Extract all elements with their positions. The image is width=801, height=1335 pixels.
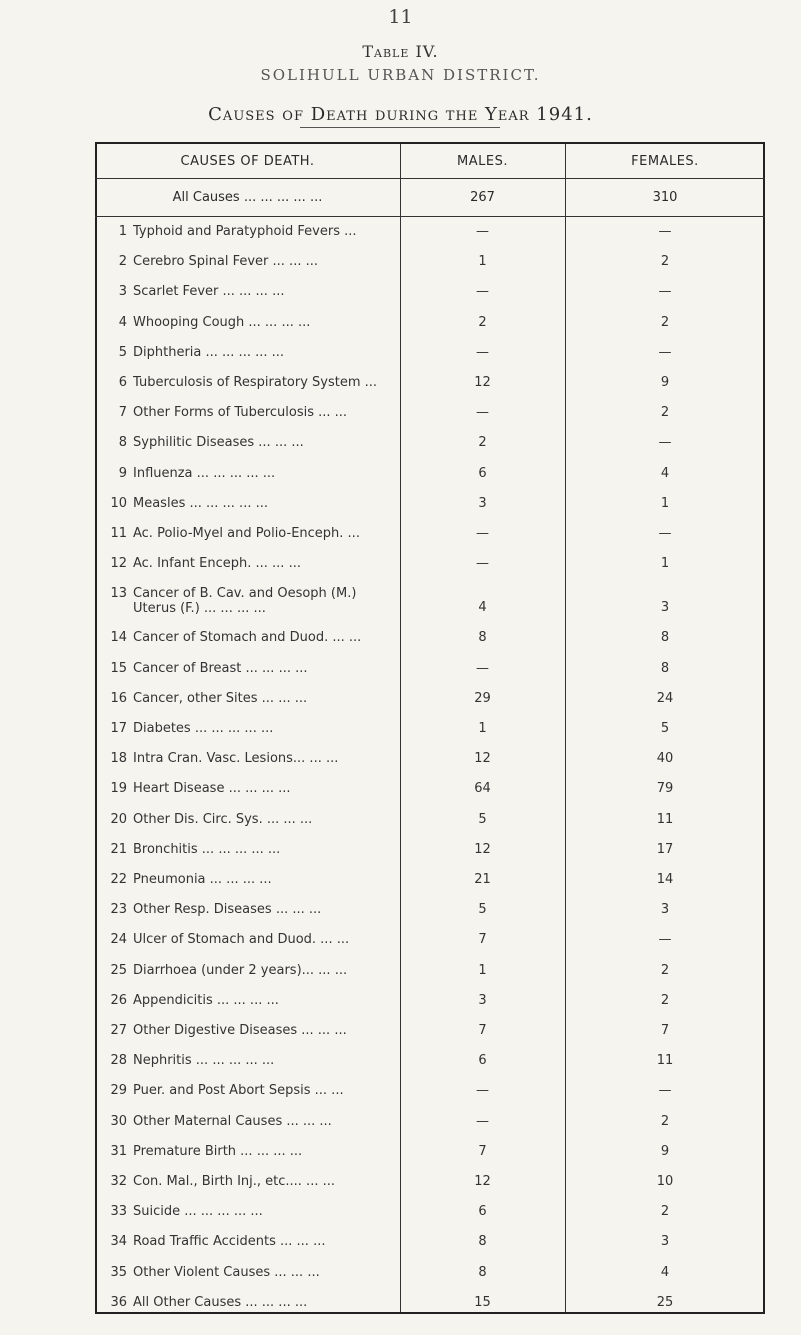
table-row bbox=[95, 458, 765, 488]
row-number: 11 bbox=[110, 526, 127, 541]
row-number: 35 bbox=[110, 1264, 127, 1280]
row-number: 34 bbox=[110, 1234, 127, 1250]
row-number: 5 bbox=[118, 344, 127, 360]
row-cause: Ac. Infant Enceph. ... ... ... bbox=[133, 556, 301, 572]
table-row bbox=[95, 367, 765, 397]
row-number: 31 bbox=[110, 1143, 127, 1159]
row-males: — bbox=[476, 405, 489, 421]
row-males: — bbox=[476, 344, 489, 360]
row-number: 21 bbox=[110, 841, 127, 857]
table-row bbox=[95, 773, 765, 803]
row-cause: Other Dis. Circ. Sys. ... ... ... bbox=[133, 811, 313, 827]
table-row bbox=[95, 548, 765, 578]
row-males: — bbox=[476, 556, 489, 572]
row-number: 14 bbox=[110, 630, 127, 646]
row-males: 1 bbox=[478, 721, 487, 736]
row-number: 4 bbox=[118, 314, 127, 330]
row-cause: Suicide ... ... ... ... ... bbox=[133, 1204, 263, 1220]
row-number: 10 bbox=[110, 495, 127, 511]
table-row bbox=[95, 1106, 765, 1136]
row-cause: Other Resp. Diseases ... ... ... bbox=[133, 902, 322, 918]
row-number: 28 bbox=[110, 1053, 127, 1069]
row-females: 9 bbox=[660, 375, 670, 390]
row-females: 2 bbox=[660, 314, 670, 330]
row-females: 2 bbox=[660, 1204, 670, 1220]
row-number: 12 bbox=[110, 556, 127, 572]
table-row bbox=[95, 1136, 765, 1166]
row-males: 64 bbox=[474, 781, 491, 797]
row-cause: Other Forms of Tuberculosis ... ... bbox=[133, 405, 348, 421]
row-males: 29 bbox=[474, 690, 491, 706]
table-row bbox=[95, 518, 765, 548]
row-males: 21 bbox=[474, 872, 491, 887]
row-females: 9 bbox=[660, 1143, 670, 1159]
row-males: 1 bbox=[478, 254, 487, 270]
row-males: 12 bbox=[474, 375, 491, 390]
row-number: 16 bbox=[110, 690, 127, 706]
row-number: 22 bbox=[110, 872, 127, 887]
page-number: 11 bbox=[388, 6, 413, 28]
table-row bbox=[95, 834, 765, 864]
row-number: 27 bbox=[110, 1023, 127, 1038]
row-females: 8 bbox=[660, 630, 670, 646]
table-row bbox=[95, 985, 765, 1015]
all-causes-males: 267 bbox=[470, 190, 495, 205]
row-cause: Whooping Cough ... ... ... ... bbox=[133, 314, 311, 330]
row-cause: Appendicitis ... ... ... ... bbox=[133, 992, 279, 1008]
table-row bbox=[95, 337, 765, 367]
row-cause: All Other Causes ... ... ... ... bbox=[133, 1294, 308, 1310]
row-females: 1 bbox=[660, 495, 670, 511]
row-males: — bbox=[476, 284, 489, 300]
row-females: 25 bbox=[656, 1294, 674, 1310]
table-row bbox=[95, 864, 765, 894]
row-cause: Other Violent Causes ... ... ... bbox=[133, 1264, 320, 1280]
row-males: 2 bbox=[478, 435, 487, 451]
table-row bbox=[95, 622, 765, 652]
row-males: — bbox=[476, 1113, 489, 1129]
row-females: 14 bbox=[656, 872, 674, 887]
table-header bbox=[95, 144, 765, 179]
row-females: — bbox=[658, 435, 672, 451]
row-cause: Scarlet Fever ... ... ... ... bbox=[133, 284, 285, 300]
table-row bbox=[95, 1287, 765, 1317]
table-row bbox=[95, 578, 765, 620]
row-cause: Influenza ... ... ... ... ... bbox=[133, 465, 276, 481]
row-males: 7 bbox=[478, 932, 487, 948]
row-number: 23 bbox=[110, 902, 127, 918]
row-males: 7 bbox=[478, 1023, 487, 1038]
row-males: 5 bbox=[478, 811, 487, 827]
row-males: 7 bbox=[478, 1143, 487, 1159]
table-row bbox=[95, 804, 765, 834]
table-row bbox=[95, 307, 765, 337]
row-females: 1 bbox=[660, 556, 670, 572]
row-males: 8 bbox=[478, 1264, 487, 1280]
row-number: 3 bbox=[118, 284, 127, 300]
table-row bbox=[95, 894, 765, 924]
row-number: 26 bbox=[110, 992, 127, 1008]
row-number: 20 bbox=[110, 811, 127, 827]
row-cause: Cerebro Spinal Fever ... ... ... bbox=[133, 254, 318, 270]
row-females: — bbox=[658, 932, 672, 948]
row-females: 79 bbox=[656, 781, 674, 797]
row-females: 11 bbox=[656, 1053, 674, 1069]
row-females: 10 bbox=[656, 1174, 674, 1189]
row-females: 2 bbox=[660, 1113, 670, 1129]
row-cause: Intra Cran. Vasc. Lesions... ... ... bbox=[133, 751, 339, 767]
row-number: 18 bbox=[110, 751, 127, 767]
row-females: 2 bbox=[660, 962, 670, 978]
row-cause: Nephritis ... ... ... ... ... bbox=[133, 1053, 275, 1069]
table-row bbox=[95, 397, 765, 427]
header-males: MALES. bbox=[457, 154, 508, 169]
row-cause: Cancer of Breast ... ... ... ... bbox=[133, 660, 308, 676]
causes-of-death-table bbox=[95, 142, 765, 1314]
row-cause: Diphtheria ... ... ... ... ... bbox=[133, 344, 285, 360]
row-number: 6 bbox=[118, 375, 127, 390]
row-males: 8 bbox=[478, 630, 487, 646]
row-females: — bbox=[658, 344, 672, 360]
row-females: 7 bbox=[660, 1023, 670, 1038]
table-row bbox=[95, 246, 765, 276]
row-number: 25 bbox=[110, 962, 127, 978]
row-cause: Pneumonia ... ... ... ... bbox=[133, 872, 272, 887]
row-cause: Bronchitis ... ... ... ... ... bbox=[133, 841, 281, 857]
row-females: 5 bbox=[660, 721, 670, 736]
table-row bbox=[95, 955, 765, 985]
row-males: 12 bbox=[474, 751, 491, 767]
row-number: 7 bbox=[118, 405, 127, 421]
row-females: 11 bbox=[656, 811, 674, 827]
row-females: — bbox=[658, 526, 672, 541]
row-number: 29 bbox=[110, 1083, 127, 1099]
row-females: 4 bbox=[660, 465, 670, 481]
row-males: 2 bbox=[478, 314, 487, 330]
table-row bbox=[95, 216, 765, 246]
row-cause: Ulcer of Stomach and Duod. ... ... bbox=[133, 932, 350, 948]
row-number: 13 bbox=[110, 586, 127, 602]
district-name: SOLIHULL URBAN DISTRICT. bbox=[260, 66, 541, 84]
table-row bbox=[95, 1075, 765, 1105]
table-row bbox=[95, 1015, 765, 1045]
row-number: 1 bbox=[118, 224, 127, 239]
row-males: 6 bbox=[478, 1204, 487, 1220]
row-females: — bbox=[658, 284, 672, 300]
table-subtitle: Causes of Death during the Year 1941. bbox=[208, 104, 593, 125]
row-males: 12 bbox=[474, 1174, 491, 1189]
row-females: — bbox=[658, 1083, 672, 1099]
table-row bbox=[95, 1257, 765, 1287]
row-males: 6 bbox=[478, 465, 487, 481]
table-row bbox=[95, 1166, 765, 1196]
row-number: 17 bbox=[110, 721, 127, 736]
table-row bbox=[95, 743, 765, 773]
row-males: — bbox=[476, 224, 489, 239]
row-females: 3 bbox=[660, 600, 670, 616]
row-females: 4 bbox=[660, 1264, 670, 1280]
row-cause: Premature Birth ... ... ... ... bbox=[133, 1143, 303, 1159]
row-number: 9 bbox=[118, 465, 127, 481]
table-row bbox=[95, 653, 765, 683]
all-causes-females: 310 bbox=[652, 190, 678, 205]
row-number: 36 bbox=[110, 1294, 127, 1310]
row-number: 15 bbox=[110, 660, 127, 676]
row-cause: Cancer of B. Cav. and Oesoph (M.) Uterus (F.) ... ... ... ... bbox=[133, 586, 357, 617]
row-females: 2 bbox=[660, 992, 670, 1008]
all-causes-label: All Causes ... ... ... ... ... bbox=[172, 190, 323, 205]
row-males: — bbox=[476, 660, 489, 676]
row-cause: Diarrhoea (under 2 years)... ... ... bbox=[133, 962, 348, 978]
row-cause: Measles ... ... ... ... ... bbox=[133, 495, 268, 511]
row-males: 5 bbox=[478, 902, 487, 918]
row-females: 8 bbox=[660, 660, 670, 676]
row-cause: Tuberculosis of Respiratory System ... bbox=[133, 375, 378, 390]
header-females: FEMALES. bbox=[631, 154, 699, 169]
row-number: 33 bbox=[110, 1204, 127, 1220]
row-males: 3 bbox=[478, 992, 487, 1008]
header-cause: CAUSES OF DEATH. bbox=[180, 154, 315, 169]
all-causes-row bbox=[95, 178, 765, 217]
row-males: 6 bbox=[478, 1053, 487, 1069]
row-males: 8 bbox=[478, 1234, 487, 1250]
row-cause: Diabetes ... ... ... ... ... bbox=[133, 721, 274, 736]
row-cause: Cancer of Stomach and Duod. ... ... bbox=[133, 630, 362, 646]
row-males: 1 bbox=[478, 962, 487, 978]
row-cause: Syphilitic Diseases ... ... ... bbox=[133, 435, 304, 451]
row-cause: Cancer, other Sites ... ... ... bbox=[133, 690, 308, 706]
row-cause: Con. Mal., Birth Inj., etc.... ... ... bbox=[133, 1174, 335, 1189]
row-males: 15 bbox=[474, 1294, 491, 1310]
row-number: 2 bbox=[118, 254, 127, 270]
row-males: 4 bbox=[478, 600, 487, 616]
row-females: 2 bbox=[660, 254, 670, 270]
table-row bbox=[95, 1196, 765, 1226]
row-males: — bbox=[476, 1083, 489, 1099]
row-cause: Road Traffic Accidents ... ... ... bbox=[133, 1234, 326, 1250]
table-row bbox=[95, 924, 765, 954]
row-number: 30 bbox=[110, 1113, 127, 1129]
row-cause: Other Maternal Causes ... ... ... bbox=[133, 1113, 332, 1129]
row-number: 32 bbox=[110, 1174, 127, 1189]
subtitle-rule bbox=[300, 127, 500, 128]
row-cause: Ac. Polio-Myel and Polio-Enceph. ... bbox=[133, 526, 360, 541]
row-females: 3 bbox=[660, 1234, 670, 1250]
table-title: Table IV. bbox=[362, 42, 439, 61]
table-row bbox=[95, 683, 765, 713]
row-cause: Typhoid and Paratyphoid Fevers ... bbox=[133, 224, 357, 239]
row-females: 2 bbox=[660, 405, 670, 421]
row-females: 17 bbox=[656, 841, 674, 857]
table-row bbox=[95, 1045, 765, 1075]
table-row bbox=[95, 276, 765, 306]
row-number: 24 bbox=[110, 932, 127, 948]
row-cause: Heart Disease ... ... ... ... bbox=[133, 781, 291, 797]
row-males: 3 bbox=[478, 495, 487, 511]
row-females: 3 bbox=[660, 902, 670, 918]
table-row bbox=[95, 1226, 765, 1256]
row-females: 40 bbox=[656, 751, 674, 767]
row-females: — bbox=[658, 224, 672, 239]
table-row bbox=[95, 488, 765, 518]
row-females: 24 bbox=[656, 690, 674, 706]
row-males: — bbox=[476, 526, 489, 541]
row-cause: Puer. and Post Abort Sepsis ... ... bbox=[133, 1083, 344, 1099]
row-cause: Other Digestive Diseases ... ... ... bbox=[133, 1023, 347, 1038]
row-males: 12 bbox=[474, 841, 491, 857]
row-number: 19 bbox=[110, 781, 127, 797]
table-row bbox=[95, 713, 765, 743]
table-row bbox=[95, 427, 765, 457]
row-number: 8 bbox=[118, 435, 127, 451]
